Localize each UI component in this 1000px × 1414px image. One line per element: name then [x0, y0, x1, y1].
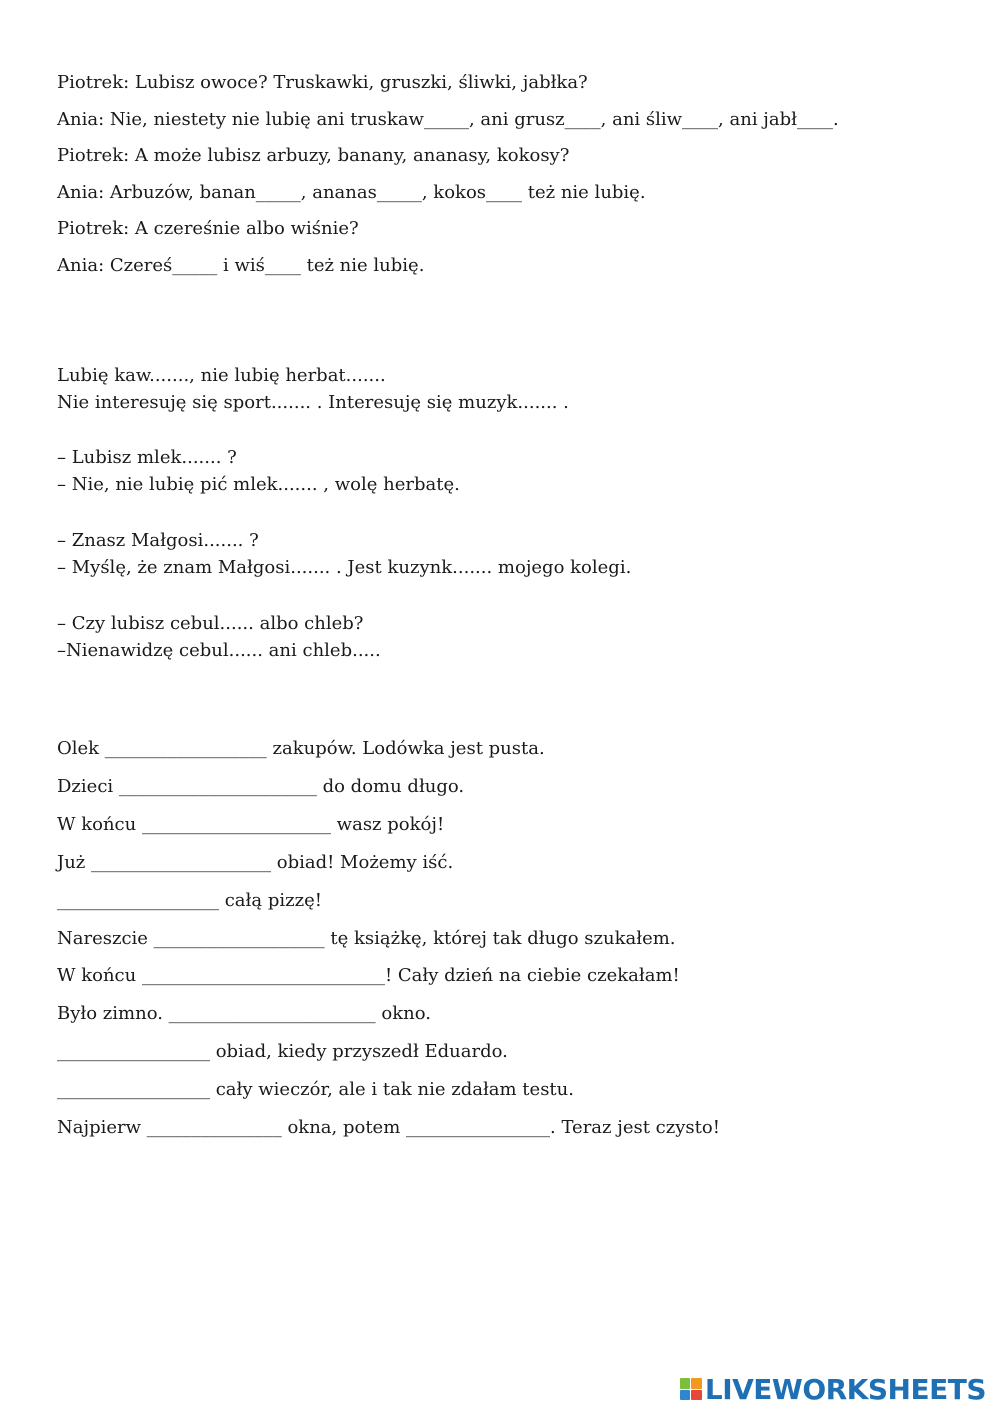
liveworksheets-logo: [680, 1374, 986, 1404]
exercise3-line-9: _________________ obiad, kiedy przyszedł Eduardo.: [57, 1041, 508, 1062]
dialogue-line-5: Piotrek: A czereśnie albo wiśnie?: [57, 218, 359, 239]
dialogue-line-3: Piotrek: A może lubisz arbuzy, banany, ananasy, kokosy?: [57, 145, 570, 166]
exercise3-line-1: Olek __________________ zakupów. Lodówka jest pusta.: [57, 738, 545, 759]
exercise3-line-8: Było zimno. _______________________ okno.: [57, 1003, 431, 1024]
exercise3-line-3: W końcu _____________________ wasz pokój!: [57, 814, 445, 835]
dialogue-line-6: Ania: Czereś_____ i wiś____ też nie lubię.: [57, 255, 425, 276]
logo-text: LIVEWORKSHEETS: [704, 1372, 986, 1406]
exercise2-line-4: – Nie, nie lubię pić mlek....... , wolę herbatę.: [57, 474, 460, 495]
exercise3-line-5: __________________ całą pizzę!: [57, 890, 322, 911]
exercise3-line-7: W końcu ___________________________! Cały dzień na ciebie czekałam!: [57, 965, 680, 986]
dialogue-line-4: Ania: Arbuzów, banan_____, ananas_____, kokos____ też nie lubię.: [57, 182, 646, 203]
logo-mark-icon: [680, 1378, 702, 1400]
exercise3-line-10: _________________ cały wieczór, ale i tak nie zdałam testu.: [57, 1079, 574, 1100]
exercise2-line-5: – Znasz Małgosi....... ?: [57, 530, 259, 551]
exercise2-line-2: Nie interesuję się sport....... . Interesuję się muzyk....... .: [57, 392, 569, 413]
exercise2-line-6: – Myślę, że znam Małgosi....... . Jest kuzynk....... mojego kolegi.: [57, 557, 632, 578]
exercise2-line-3: – Lubisz mlek....... ?: [57, 447, 237, 468]
exercise2-line-1: Lubię kaw......., nie lubię herbat.......: [57, 365, 386, 386]
exercise2-line-8: –Nienawidzę cebul...... ani chleb.....: [57, 640, 381, 661]
exercise3-line-11: Najpierw _______________ okna, potem ________________. Teraz jest czysto!: [57, 1117, 720, 1138]
exercise2-line-7: – Czy lubisz cebul...... albo chleb?: [57, 613, 364, 634]
exercise3-line-2: Dzieci ______________________ do domu długo.: [57, 776, 465, 797]
exercise3-line-4: Już ____________________ obiad! Możemy iść.: [57, 852, 454, 873]
exercise3-line-6: Nareszcie ___________________ tę książkę, której tak długo szukałem.: [57, 928, 676, 949]
dialogue-line-2: Ania: Nie, niestety nie lubię ani truskaw_____, ani grusz____, ani śliw____, ani jabł____.: [57, 109, 839, 130]
dialogue-line-1: Piotrek: Lubisz owoce? Truskawki, gruszki, śliwki, jabłka?: [57, 72, 588, 93]
